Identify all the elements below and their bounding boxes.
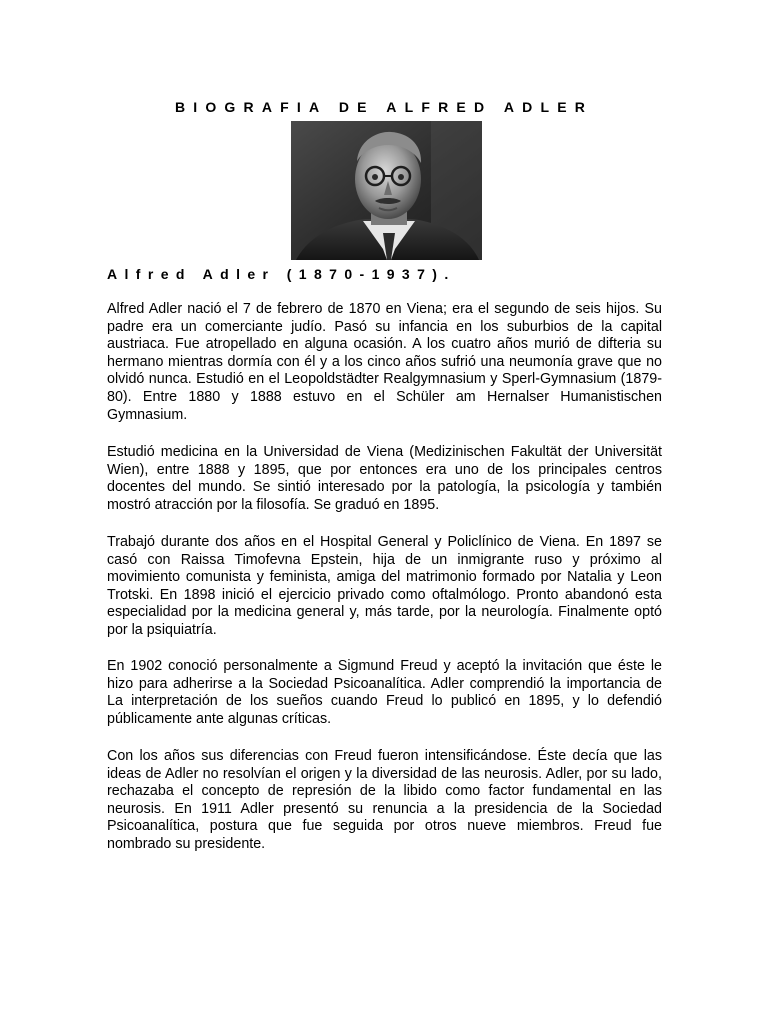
document-subtitle: Alfred Adler (1870-1937).: [107, 266, 456, 282]
portrait-photo: [291, 121, 482, 260]
paragraph: Trabajó durante dos años en el Hospital General y Policlínico de Viena. En 1897 se casó con Raissa Timofevna Epstein, hija de un inmigrante ruso y próximo al movimiento comunista y feminista, amiga del matrimonio formado por Natalia y Leon Trotski. En 1898 inició el ejercicio privado como oftalmólogo. Pronto abandonó esta especialidad por la medicina general y, más tarde, por la neurología. Finalmente optó por la psiquiatría.: [107, 534, 662, 638]
paragraph: Estudió medicina en la Universidad de Viena (Medizinischen Fakultät der Universität Wien), entre 1888 y 1895, que por entonces era uno de los principales centros docentes del mundo. Se sintió interesado por la patología, la psicología y también mostró atracción por la filosofía. Se graduó en 1895.: [107, 444, 662, 513]
paragraph: En 1902 conoció personalmente a Sigmund Freud y aceptó la invitación que éste le hizo para adherirse a la Sociedad Psicoanalítica. Adler comprendió la importancia de La interpretación de los sueños cuando Freud lo publicó en 1895, y lo defendió públicamente ante algunas críticas.: [107, 658, 662, 727]
paragraph: Con los años sus diferencias con Freud fueron intensificándose. Éste decía que las ideas de Adler no resolvían el origen y la diversidad de las neurosis. Adler, por su lado, rechazaba el concepto de represión de la libido como factor fundamental en las neurosis. En 1911 Adler presentó su renuncia a la presidencia de la Sociedad Psicoanalítica, postura que fue seguida por otros nueve miembros. Freud fue nombrado su presidente.: [107, 748, 662, 852]
document-title: BIOGRAFIA DE ALFRED ADLER: [174, 99, 594, 115]
paragraph: Alfred Adler nació el 7 de febrero de 1870 en Viena; era el segundo de seis hijos. Su padre era un comerciante judío. Pasó su infancia en los suburbios de la capital austriaca. Fue atropellado en alguna ocasión. A los cuatro años murió de difteria su hermano mientras dormía con él y a los cinco años sufrió una neumonía grave que no olvidó nunca. Estudió en el Leopoldstädter Realgymnasium y Sperl-Gymnasium (1879-80). Entre 1880 y 1888 estuvo en el Schüler am Hernalser Humanistischen Gymnasium.: [107, 301, 662, 423]
